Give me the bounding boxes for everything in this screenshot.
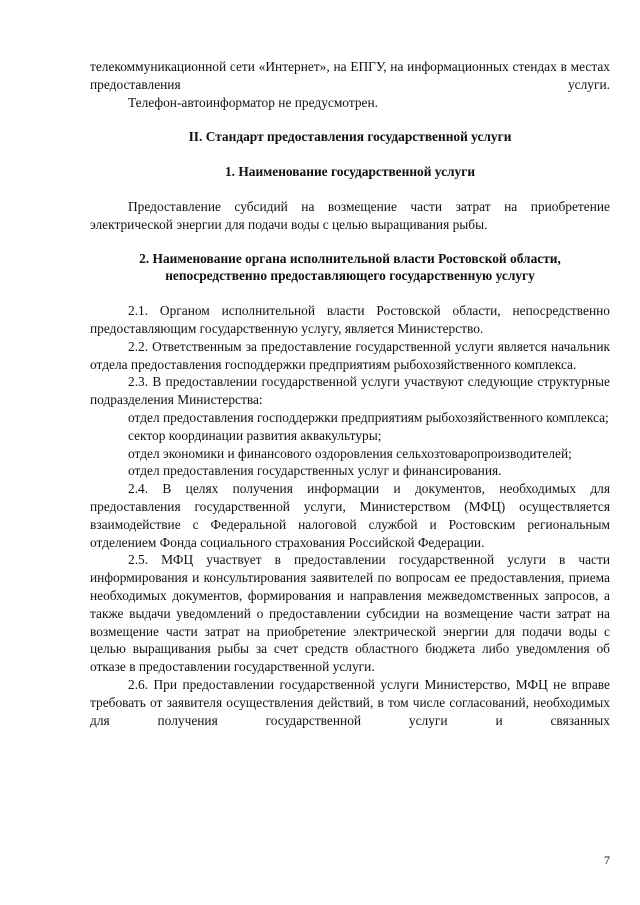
paragraph-2-3-item-c: отдел экономики и финансового оздоровления сельхозтоваропроизводителей; — [128, 445, 572, 461]
subsection-2-title-line-2: непосредственно предоставляющего государственную услугу — [165, 268, 535, 284]
paragraph-2-3: 2.3. В предоставлении государственной услуги участвуют следующие структурные подразделения Министерства: — [90, 374, 610, 408]
page-number: 7 — [604, 853, 610, 867]
paragraph-2-3-item-b: сектор координации развития аквакультуры; — [128, 427, 382, 443]
subsection-1-title: 1. Наименование государственной услуги — [224, 164, 476, 180]
subsection-1-text: Предоставление субсидий на возмещение части затрат на приобретение электрической энергии для подачи воды с целью выращивания рыбы. — [90, 198, 610, 232]
subsection-2-title-line-1: 2. Наименование органа исполнительной власти Ростовской области, — [139, 250, 561, 266]
paragraph-2-3-item-d: отдел предоставления государственных услуг и финансирования. — [128, 463, 502, 479]
intro-line-1: телекоммуникационной сети «Интернет», на ЕПГУ, на информационных стендах в местах предоставления услуги. — [90, 59, 610, 92]
paragraph-2-5: 2.5. МФЦ участвует в предоставлении государственной услуги в части информирования и консультирования заявителей по вопросам ее предоставления, приема необходимых документов, формирования и направления межведомственных запросов, а также выдачи уведомлений о предоставлении субсидии на возмещение части затрат на возмещение части затрат на приобретение электрической энергии для подачи воды с целью выращивания рыбы за счет средств областного бюджета либо уведомления об отказе в предоставлении государственной услуги. — [90, 552, 610, 675]
paragraph-2-4: 2.4. В целях получения информации и документов, необходимых для предоставления государственной услуги, Министерством (МФЦ) осуществляется взаимодействие с Федеральной налоговой службой и Ростовским региональным отделением Фонда социального страхования Российской Федерации. — [90, 481, 610, 550]
paragraph-2-2: 2.2. Ответственным за предоставление государственной услуги является начальник отдела предоставления господдержки предприятиям рыбохозяйственного комплекса. — [90, 338, 610, 372]
section-title: II. Стандарт предоставления государственной услуги — [188, 129, 512, 145]
paragraph-2-3-item-a: отдел предоставления господдержки предприятиям рыбохозяйственного комплекса; — [128, 409, 609, 425]
intro-line-2: Телефон-автоинформатор не предусмотрен. — [128, 94, 378, 110]
paragraph-2-6: 2.6. При предоставлении государственной услуги Министерство, МФЦ не вправе требовать от заявителя осуществления действий, в том числе согласований, необходимых для получения государственной услуги и связанных — [90, 676, 610, 728]
paragraph-2-1: 2.1. Органом исполнительной власти Ростовской области, непосредственно предоставляющим государственную услугу, является Министерство. — [90, 303, 610, 336]
